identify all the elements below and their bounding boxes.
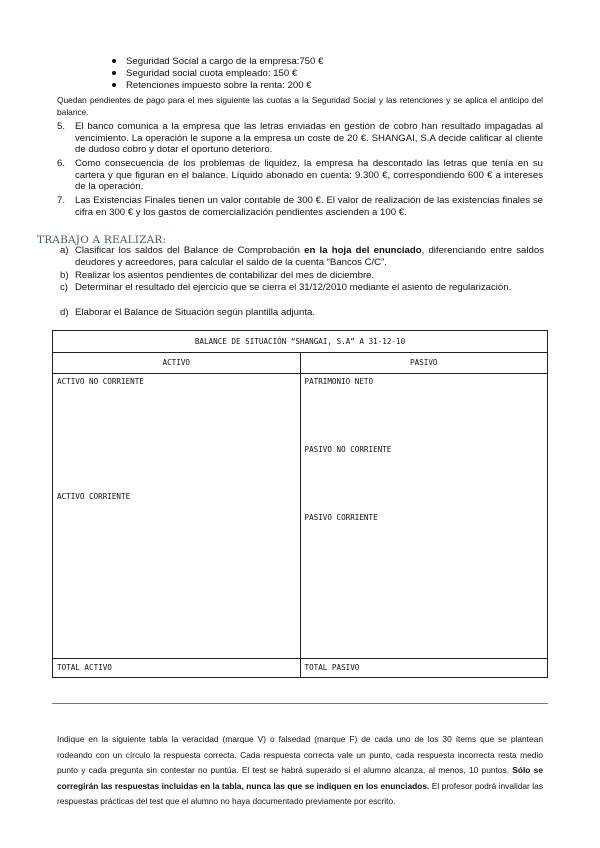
bullet-icon [112,71,116,75]
bullet-icon [112,59,116,63]
bullet-icon [112,83,116,87]
activo-corriente-label: ACTIVO CORRIENTE [57,492,131,502]
task-item: d) Elaborar el Balance de Situación según plantilla adjunta. [60,307,316,318]
patrimonio-neto-label: PATRIMONIO NETO [304,377,374,387]
pasivo-cell[interactable] [300,374,548,658]
activo-cell[interactable] [53,374,301,658]
pasivo-header: PASIVO [300,353,548,374]
total-activo: TOTAL ACTIVO [53,658,301,677]
balance-sheet-table [52,330,548,678]
statement-item: 5. El banco comunica a la empresa que las letras enviadas en gestión de cobro han resultado impagadas al vencimiento. La operación le supone a la empresa un coste de 20 €. SHANGAI, S.A decide calificar al cliente de dudoso cobro y dotar el oportuno deterioro. [57,121,543,155]
pasivo-no-corriente-label: PASIVO NO CORRIENTE [304,445,392,455]
statement-item: 6. Como consecuencia de los problemas de liquidez, la empresa ha descontado las letras que tenía en su cartera y que figuran en el balance. Líquido abonado en cuenta: 9.300 €, correspondiendo 600 € a intereses de la operación. [57,158,543,192]
activo-header: ACTIVO [53,353,301,374]
activo-no-corriente-label: ACTIVO NO CORRIENTE [57,377,144,387]
divider [52,703,548,704]
test-instructions: Indique en la siguiente tabla la veracidad (marque V) o falsedad (marque F) de cada uno de los 30 ítems que se plantean rodeando con un círculo la respuesta correcta. Cada respuesta correcta vale un punto, cada respuesta incorrecta resta medio punto y cada pregunta sin contestar no puntúa. El test se habrá superado si el alumno alcanza, al menos, 10 puntos. Sólo se corregirán las respuestas incluidas en la tabla, nunca las que se indiquen en los enunciados. El profesor podrá invalidar las respuestas prácticas del test que el alumno no haya documentado previamente por escrito. [57,734,543,806]
total-pasivo: TOTAL PASIVO [300,658,548,677]
list-item: Seguridad social cuota empleado: 150 € [112,68,532,80]
list-item: Seguridad Social a cargo de la empresa:750 € [112,56,532,68]
list-item: Retenciones impuesto sobre la renta: 200 € [112,80,532,92]
balance-title: BALANCE DE SITUACIÓN “SHANGAI, S.A” A 31-12-10 [53,331,548,353]
task-item: c) Determinar el resultado del ejercicio que se cierra el 31/12/2010 mediante el asiento de regularización. [60,282,512,293]
statement-item: 7. Las Existencias Finales tienen un valor contable de 300 €. El valor de realización de las existencias finales se cifra en 300 € y los gastos de comercialización pendientes ascienden a 100 €. [57,195,543,218]
task-item: a) Clasificar los saldos del Balance de Comprobación en la hoja del enunciado, diferenciando entre saldos deudores y acreedores, para calcular el saldo de la cuenta “Bancos C/C”. [60,245,544,268]
pending-note: Quedan pendientes de pago para el mes siguiente las cuotas a la Seguridad Social y las retenciones y se aplica el anticipo del balance. [57,95,543,117]
pasivo-corriente-label: PASIVO CORRIENTE [304,513,378,523]
task-item: b) Realizar los asientos pendientes de contabilizar del mes de diciembre. [60,270,375,281]
section-heading: TRABAJO A REALIZAR: [37,234,167,246]
bullet-list [112,56,532,92]
